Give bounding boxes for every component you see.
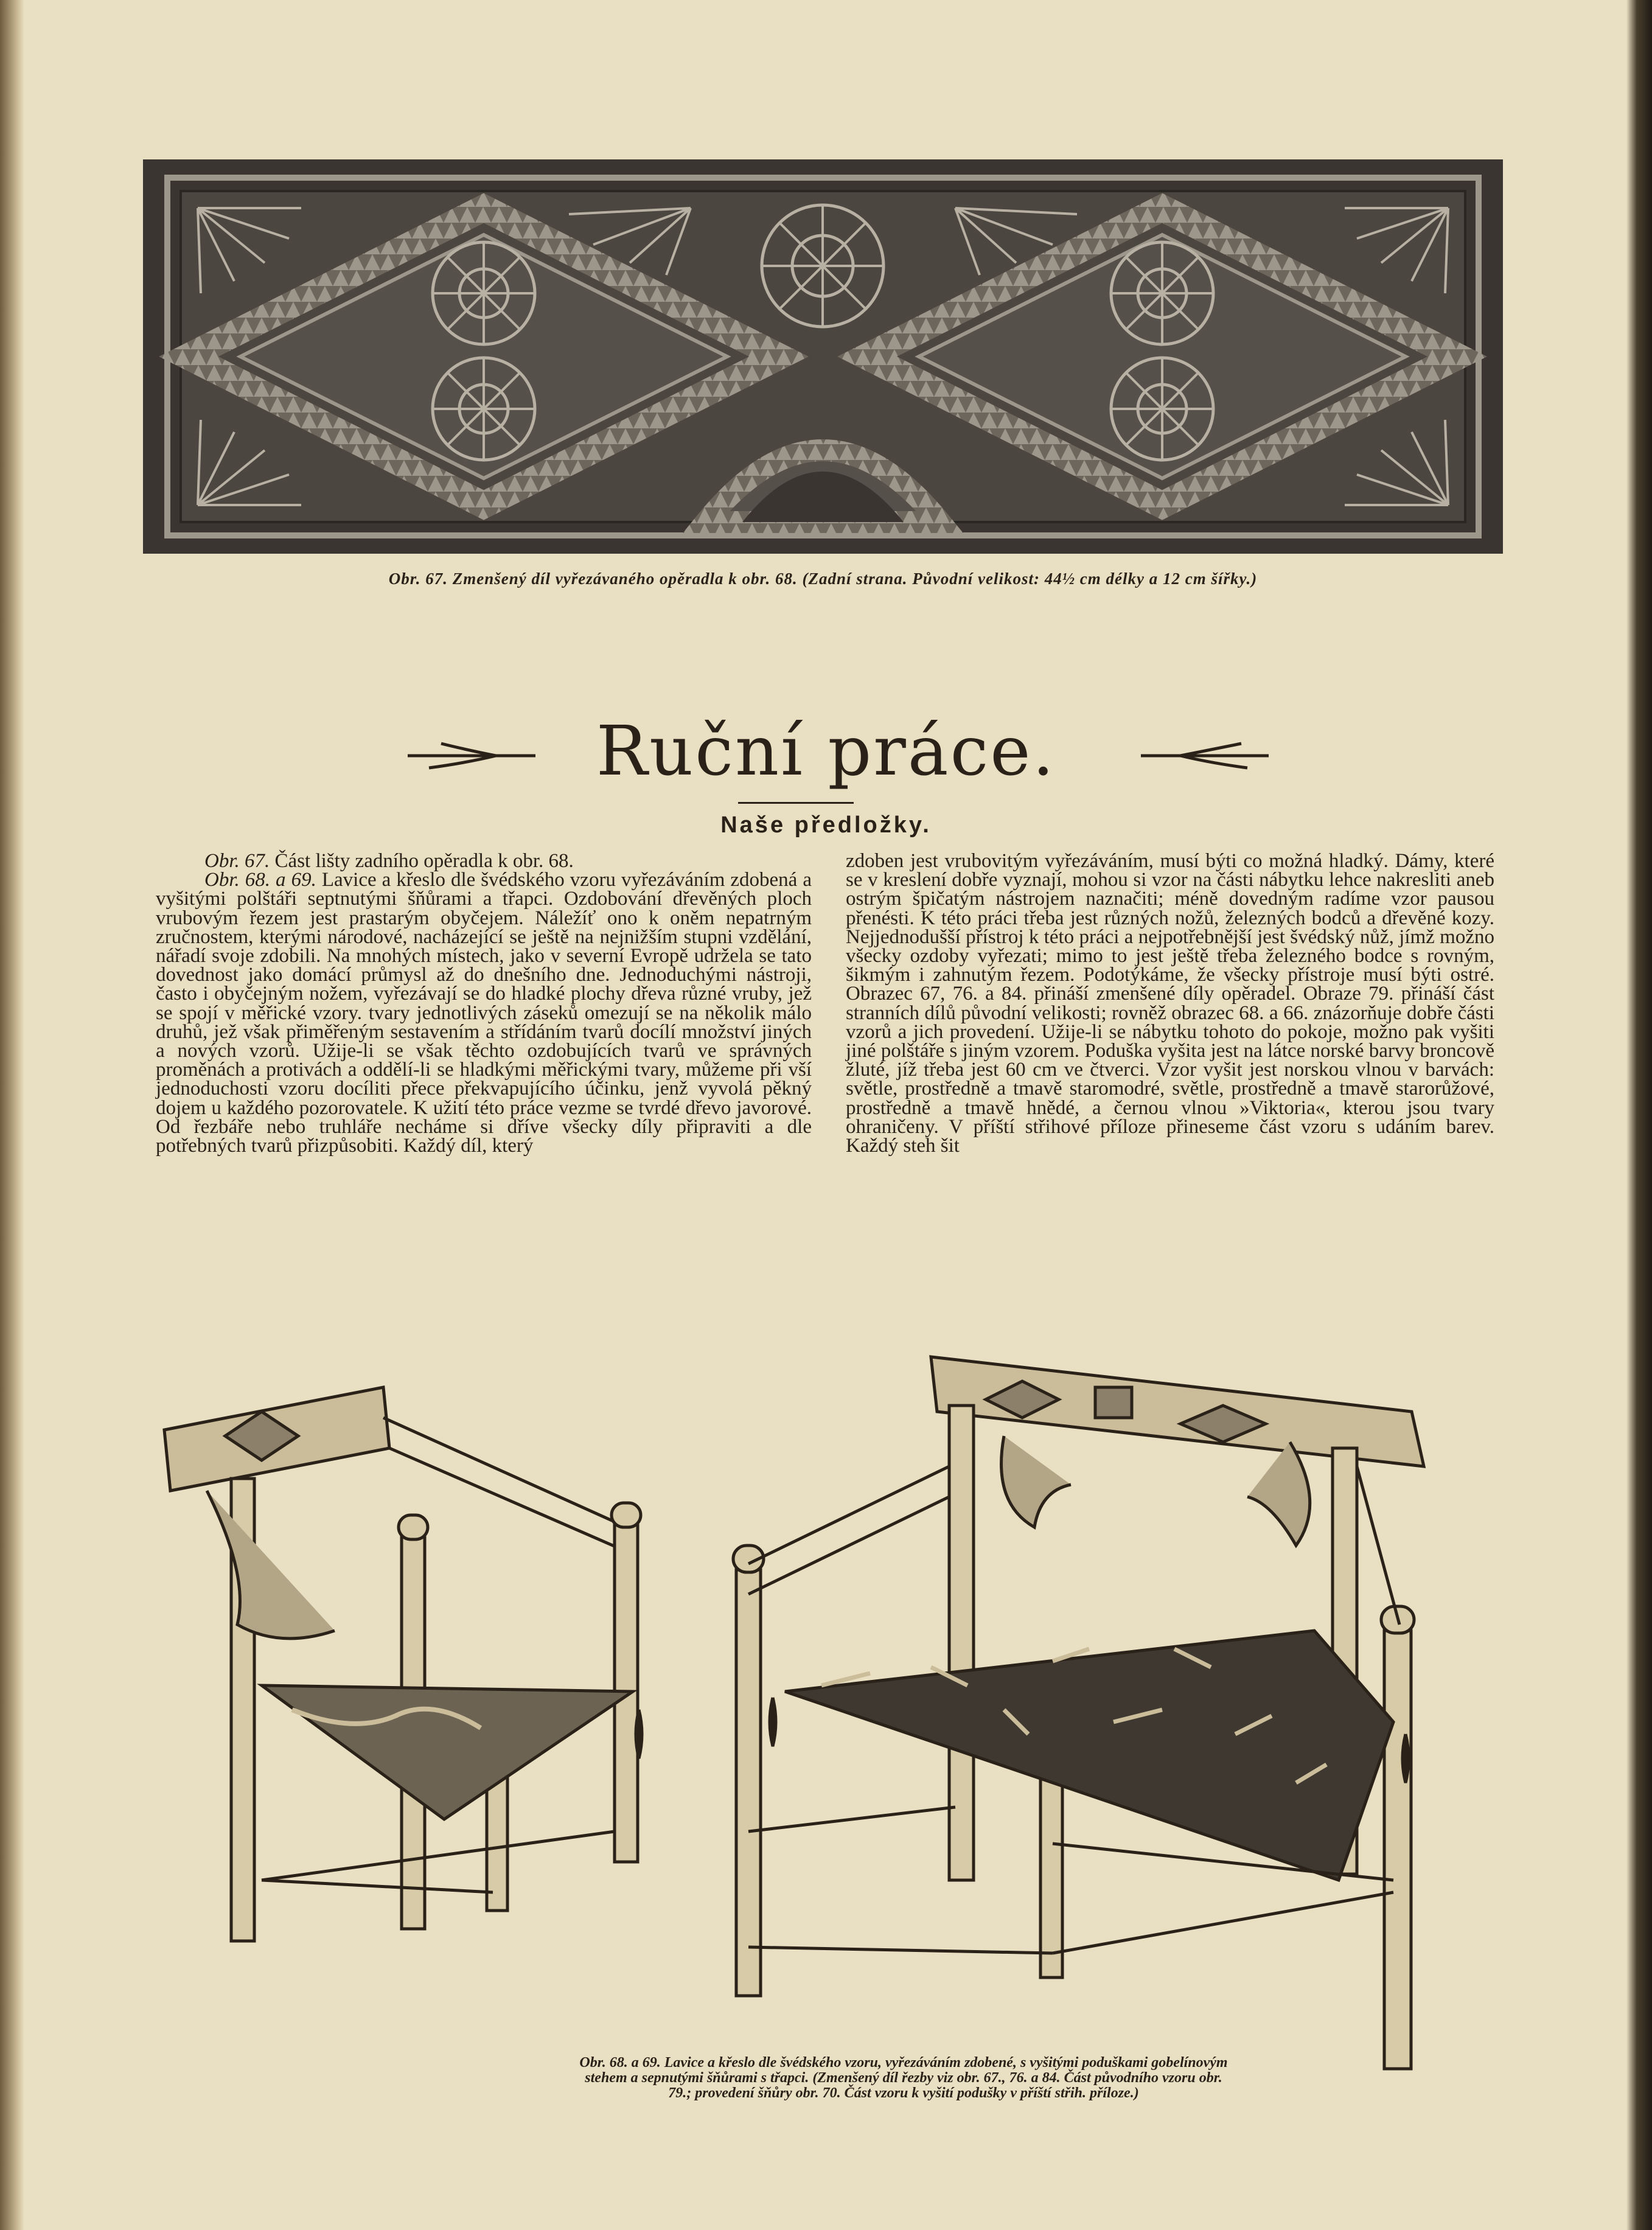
- figure-caption-67: Obr. 67. Zmenšený díl vyřezávaného opěradla k obr. 68. (Zadní strana. Původní velikost: 44½ cm délky a 12 cm šířky.): [388, 570, 1258, 588]
- paragraph-obr-67: [156, 852, 812, 871]
- article-column-left: [156, 852, 812, 1155]
- carved-panel-drawing: [143, 159, 1503, 554]
- figure-reference: Obr. 68. a 69.: [204, 869, 316, 891]
- page-title: Ruční práce.: [596, 712, 1056, 791]
- right-flourish-icon: [1138, 737, 1272, 774]
- bench-and-chair-illustration: [140, 1345, 1503, 2130]
- figure-reference: Obr. 67.: [204, 850, 270, 872]
- paragraph-text: Lavice a křeslo dle švédského vzoru vyřezáváním zdobená a vyšitými polštáři septnutými šňůrami a třapci. Ozdobování dřevěných ploch vrubovým řezem jest prastarým obyčejem. Náležíť ono k oněm nepatrným zručnostem, kterými národové, nacházející se ještě na nejnižším stupni vzdělání, nářadí svoje zdobili. Na mnohých místech, jako v severní Evropě udržela se tato dovednost jako domácí průmysl až do dnešního dne. Jednoduchými nástroji, často i obyčejným nožem, vyřezávají se do hladké plochy dřeva různé vruby, jež se spojí v měřické vzory. tvary jednotlivých záseků omezují se na několik málo druhů, jež však přiměřeným sestavením a střídáním tvarů docílí množství jiných a nových vzorů. Užije-li se však těchto ozdobujících tvarů ve správných proměnách a protivách a oddělí-li se hladkými měřickými tvary, můžeme při vší jednoduchosti vzoru docíliti přece překvapujícího účinku, jenž vyvolá pěkný dojem u každého pozorovatele. K užití této práce vezme se tvrdé dřevo javorové. Od řezbáře nebo truhláře necháme si dříve všecky díly připraviti a dle potřebných tvarů přizpůsobiti. Každý díl, který: [156, 869, 812, 1157]
- paragraph-continued: zdoben jest vrubovitým vyřezáváním, musí býti co možná hladký. Dámy, které se v kreslení dobře vyznají, mohou si vzor na části nábytku lehce nakresliti aneb ostrým špičatým nástrojem naznačiti; méně dovedným radíme vzor pausou přenésti. K této práci třeba jest různých nožů, železných bodců a dřevěné kozy. Nejjednodušší přístroj k této práci a nejpotřebnější jest švédský nůž, jímž možno všecky ozdoby vyřezati; mimo to jest ještě třeba železného bodce s rovným, šikmým i zahnutým řezem. Podotýkáme, že všecky přístroje musí býti ostré. Obrazec 67, 76. a 84. přináší zmenšené díly opěradel. Obraze 79. přináší část stranních dílů původní velikosti; rovněž obrazec 68. a 66. znázorňuje dobře části vzorů a jich provedení. Užije-li se nábytku tohoto do pokoje, možno pak vyšiti jiné polštáře s jiným vzorem. Poduška vyšita jest na látce norské barvy broncově žluté, jíž třeba jest 60 cm ve čtverci. Vzor vyšit jest norskou vlnou v barvách: světle, prostředně a tmavě staromodré, světle, prostředně a tmavě starorůžové, prostředně a tmavě hnědé, a černou vlnou »Viktoria«, kterou jsou tvary ohraničeny. V příští střihové příloze přineseme část vzoru s udáním barev. Každý steh šit: [846, 850, 1494, 1157]
- section-subtitle: Naše předložky.: [720, 812, 932, 838]
- figure-caption-68-69: Obr. 68. a 69. Lavice a křeslo dle švédského vzoru, vyřezáváním zdobené, s vyšitými poduškami gobelínovým stehem a sepnutými šňůrami s třapci. (Zmenšený díl řezby viz obr. 67., 76. a 84. Část původního vzoru obr. 79.; provedení šňůry obr. 70. Část vzoru k vyšití podušky v příští střih. příloze.): [575, 2055, 1232, 2101]
- page-edge-shadow: [1626, 0, 1652, 2230]
- title-divider: [738, 802, 854, 804]
- article-column-right: [846, 852, 1494, 1155]
- furniture-drawing: [140, 1345, 1503, 2130]
- paragraph-text: Část lišty zadního opěradla k obr. 68.: [270, 850, 574, 872]
- carved-panel-illustration: [143, 159, 1503, 554]
- book-spine-shadow: [0, 0, 24, 2230]
- paragraph-obr-68-69: [156, 871, 812, 1155]
- section-header: [0, 712, 1652, 803]
